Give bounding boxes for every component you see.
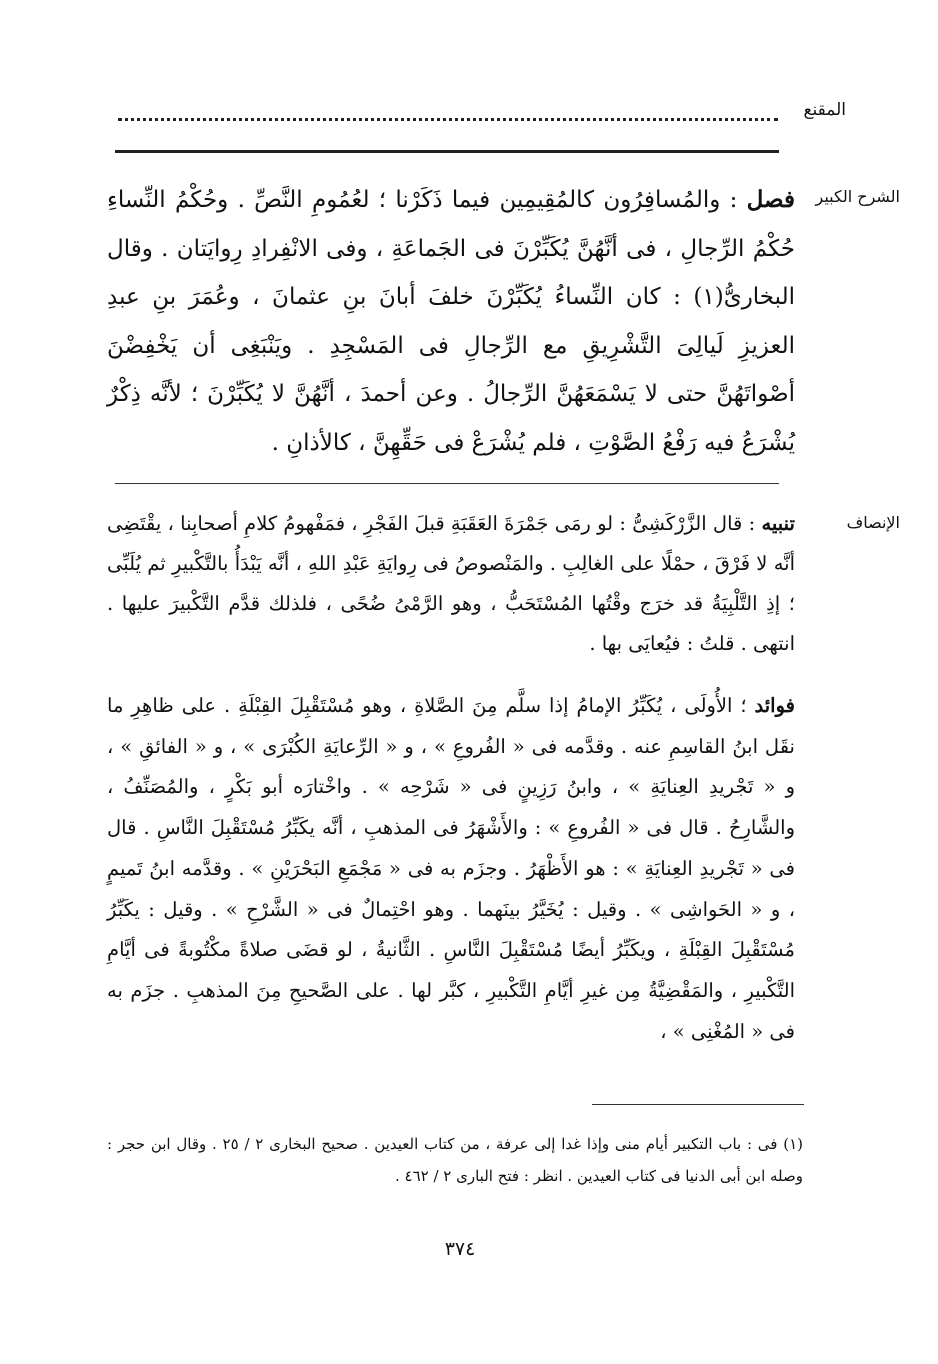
section-divider bbox=[115, 483, 779, 484]
sharh-paragraph bbox=[107, 176, 795, 467]
tanbih-text: : قال الزَّرْكَشِىُّ : لو رمَى جَمْرَةَ العَقَبَةِ قبلَ الفَجْرِ ، فمَفْهومُ كلامِ أصحابِنا ، يقْتَضِى أنَّه لا فَرْقَ ، حمْلًا على الغالِبِ . والمَنْصوصُ فى رِوايَةِ عَبْدِ اللهِ ، أنَّه يَبْدَأُ بالتَّكْبيرِ ثم يُلَبِّى ؛ إذِ التَّلْبِيَةُ قد خرَج وقْتُها المُسْتَحَبُّ ، وهو الرَّمْىُ ضُحًى ، فلذلك قدَّم التَّكْبيرَ عليها . انتهى . قلتُ : فيُعايَى بها . bbox=[107, 512, 795, 655]
footnote-rule bbox=[592, 1104, 804, 1105]
side-label-insaf: الإنصاف bbox=[846, 513, 900, 532]
page-number: ٣٧٤ bbox=[444, 1238, 476, 1260]
header-rule bbox=[115, 150, 779, 153]
fasl-keyword: فصل bbox=[746, 186, 795, 213]
fawaid-keyword: فوائد bbox=[754, 694, 795, 717]
header-dotted-leader bbox=[118, 104, 778, 121]
insaf-tanbih bbox=[107, 504, 795, 664]
running-header-title: المقنع bbox=[803, 100, 846, 120]
insaf-fawaid bbox=[107, 686, 795, 1052]
tanbih-paragraph bbox=[107, 504, 795, 664]
sharh-section bbox=[107, 176, 795, 467]
sharh-text: : والمُسافِرُون كالمُقِيمِين فيما ذَكَرْنا ؛ لعُمُومِ النَّصِّ . وحُكْمُ النِّساءِ حُكْمُ الرِّجالِ ، فى أنَّهُنَّ يُكَبِّرْنَ فى الجَماعَةِ ، وفى الانْفِرادِ رِوايَتان . وقال البخارىُّ(١) : كان النِّساءُ يُكَبِّرْنَ خلفَ أبانَ بنِ عثمانَ ، وعُمَرَ بنِ عبدِ العزيزِ لَيالِىَ التَّشْرِيقِ مع الرِّجالِ فى المَسْجِدِ . ويَنْبَغِى أن يَخْفِضْنَ أصْواتَهُنَّ حتى لا يَسْمَعَهُنَّ الرِّجالُ . وعن أحمدَ ، أنَّهُنَّ لا يُكَبِّرْنَ ؛ لأنَّه ذِكْرٌ يُشْرَعُ فيه رَفْعُ الصَّوْتِ ، فلم يُشْرَعْ فى حَقِّهِنَّ ، كالأذانِ . bbox=[107, 187, 795, 456]
side-label-sharh: الشرح الكبير bbox=[815, 187, 900, 206]
tanbih-keyword: تنبيه bbox=[761, 512, 795, 535]
fawaid-paragraph bbox=[107, 686, 795, 1052]
footnote: (١) فى : باب التكبير أيام منى وإذا غدا إلى عرفة ، من كتاب العيدين . صحيح البخارى ٢ / ٢٥ . وقال ابن حجر : وصله ابن أبى الدنيا فى كتاب العيدين . انظر : فتح البارى ٢ / ٤٦٢ . bbox=[107, 1135, 803, 1185]
fawaid-text: ؛ الأُولَى ، يُكَبِّرُ الإمامُ إذا سلَّم مِنَ الصَّلاةِ ، وهو مُسْتَقْبِلَ القِبْلَةِ . على ظاهِرِ ما نقَل ابنُ القاسِمِ عنه . وقدَّمه فى « الفُروعِ » ، و « الرِّعايَةِ الكُبْرَى » ، و « الفائقِ » ، و « تَجْريدِ العِنايَةِ » ، وابنُ رَزِينٍ فى « شَرْحِه » . واخْتارَه أبو بَكْرٍ ، والمُصَنِّفُ ، والشَّارِحُ . قال فى « الفُروعِ » : والأَشْهَرُ فى المذهبِ ، أنَّه يكَبِّرُ مُسْتَقْبِلَ النَّاسِ . قال فى « تَجْريدِ العِنايَةِ » : هو الأَظْهَرُ . وجزَم به فى « مَجْمَعِ البَحْرَيْنِ » . وقدَّمه ابنُ تَميمٍ ، و « الحَواشِى » . وقيل : يُخَيَّرُ بينَهما . وهو احْتِمالٌ فى « الشَّرْحِ » . وقيل : يكَبِّرُ مُسْتَقْبِلَ القِبْلَةِ ، ويكَبِّرُ أيضًا مُسْتَقْبِلَ النَّاسِ . الثَّانيةُ ، لو قضَى صلاةً مكْتُوبةً فى أيَّامِ التَّكْبيرِ ، والمَقْضِيَّةُ مِن غيرِ أيَّامِ التَّكْبيرِ ، كبَّر لها . على الصَّحيحِ مِنَ المذهبِ . جزَم به فى « المُغْنِى » ، bbox=[107, 694, 795, 1043]
